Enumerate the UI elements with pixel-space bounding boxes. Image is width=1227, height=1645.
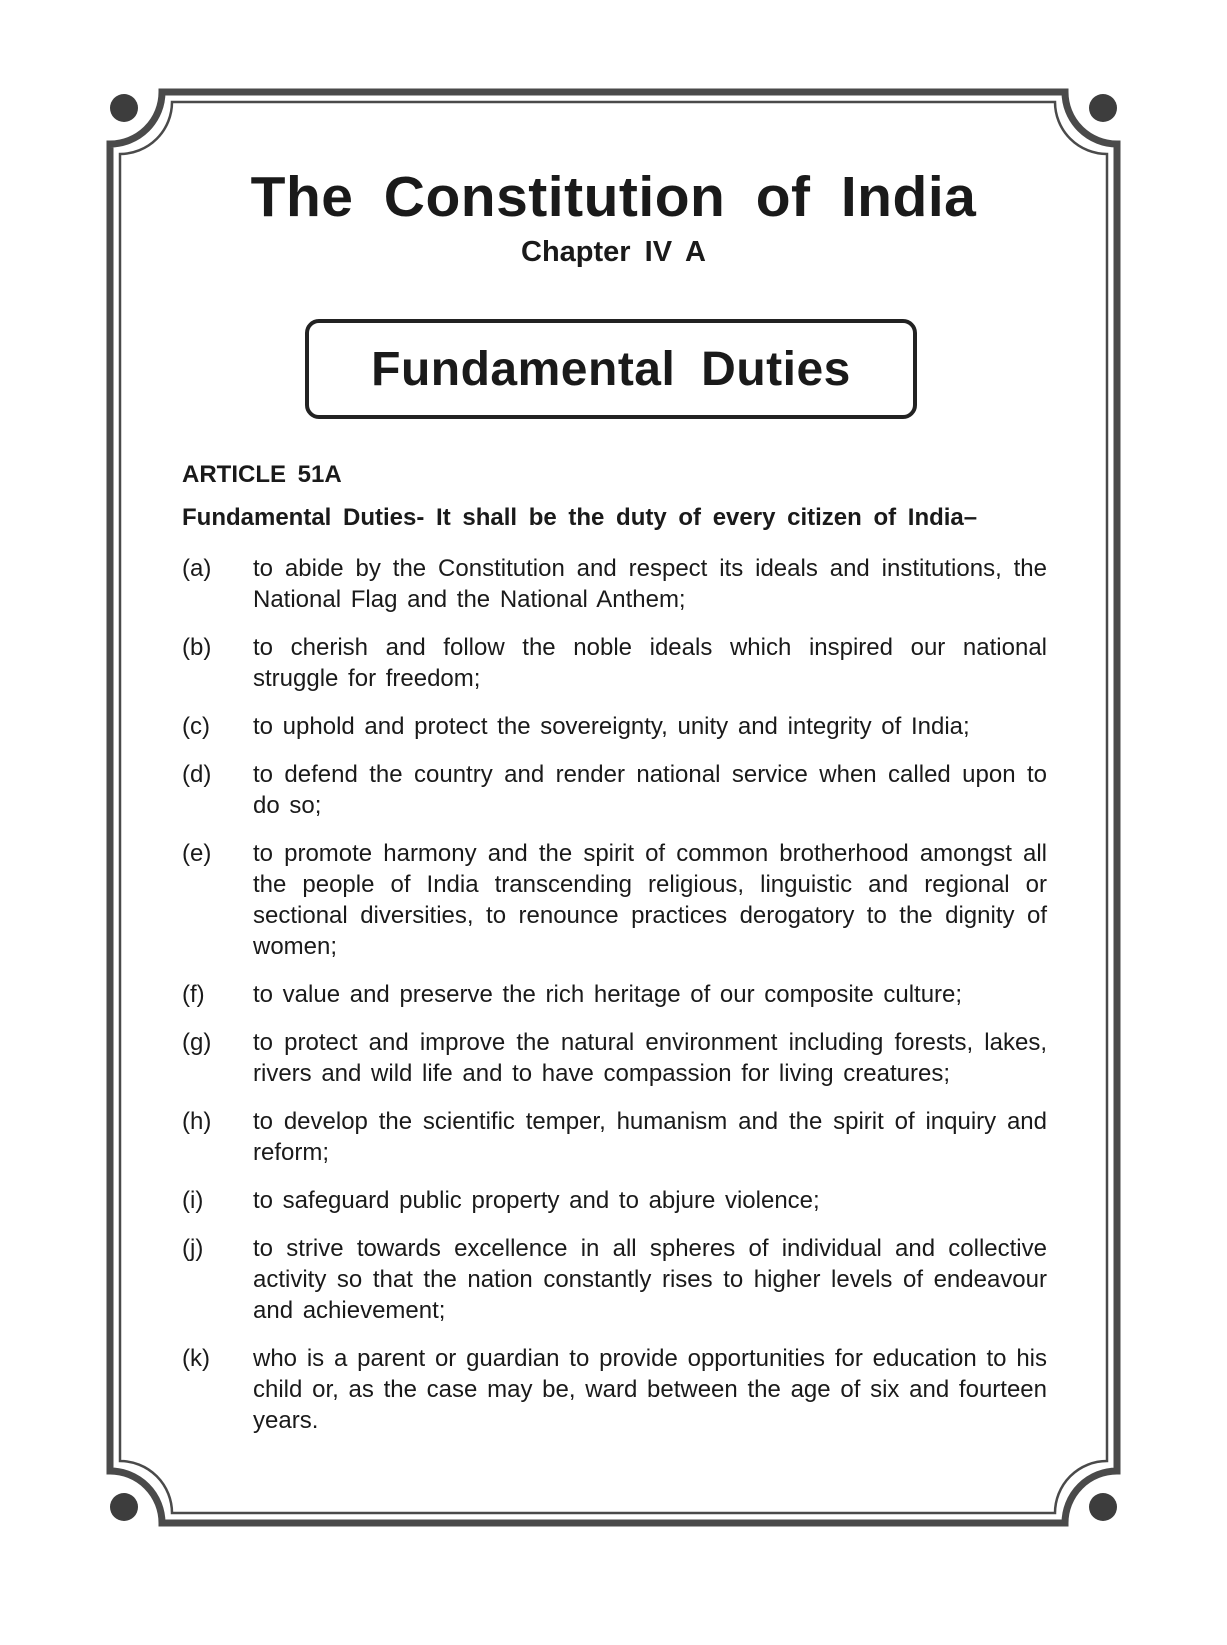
duty-text: to strive towards excellence in all spheres of individual and collective activity so that the nation constantly rises to higher levels of endeavour and achievement; (253, 1235, 1047, 1324)
article-number: ARTICLE 51A (182, 461, 342, 488)
list-item (182, 711, 1047, 742)
chapter-subtitle: Chapter IV A (521, 236, 706, 268)
duty-label: (a) (182, 555, 212, 582)
corner-dot-icon (110, 1493, 138, 1521)
corner-dot-icon (110, 94, 138, 122)
article-intro: Fundamental Duties- It shall be the duty of every citizen of India– (182, 504, 978, 531)
duty-text: to promote harmony and the spirit of common brotherhood amongst all the people of India transcending religious, linguistic and regional or sectional diversities, to renounce practices derogatory to the dignity of women; (253, 840, 1047, 960)
duty-label: (k) (182, 1345, 210, 1372)
list-item (182, 632, 1047, 694)
duty-label: (j) (182, 1235, 204, 1262)
duty-label: (f) (182, 981, 205, 1008)
list-item (182, 1185, 1047, 1216)
duty-text: to defend the country and render national service when called upon to do so; (253, 761, 1047, 819)
corner-dot-icon (1089, 1493, 1117, 1521)
duty-text: to uphold and protect the sovereignty, unity and integrity of India; (253, 713, 970, 740)
list-item (182, 1027, 1047, 1089)
duty-label: (g) (182, 1029, 212, 1056)
list-item (182, 838, 1047, 962)
duty-text: to abide by the Constitution and respect its ideals and institutions, the National Flag and the National Anthem; (253, 555, 1047, 613)
heading-box (305, 319, 917, 419)
duty-label: (d) (182, 761, 212, 788)
list-item (182, 1106, 1047, 1168)
list-item (182, 979, 1047, 1010)
duty-label: (h) (182, 1108, 212, 1135)
page-title: The Constitution of India (250, 165, 977, 229)
duties-list (182, 553, 1047, 1453)
list-item (182, 759, 1047, 821)
duty-label: (e) (182, 840, 212, 867)
list-item (182, 1343, 1047, 1436)
duty-label: (c) (182, 713, 210, 740)
duty-text: to cherish and follow the noble ideals which inspired our national struggle for freedom; (253, 634, 1047, 692)
section-heading: Fundamental Duties (371, 342, 851, 396)
duty-label: (b) (182, 634, 212, 661)
duty-text: to protect and improve the natural environment including forests, lakes, rivers and wild life and to have compassion for living creatures; (253, 1029, 1047, 1087)
duty-label: (i) (182, 1187, 204, 1214)
list-item (182, 1233, 1047, 1326)
duty-text: to develop the scientific temper, humanism and the spirit of inquiry and reform; (253, 1108, 1047, 1166)
duty-text: to safeguard public property and to abjure violence; (253, 1187, 820, 1214)
duty-text: to value and preserve the rich heritage of our composite culture; (253, 981, 963, 1008)
duty-text: who is a parent or guardian to provide opportunities for education to his child or, as the case may be, ward between the age of six and fourteen years. (253, 1345, 1047, 1434)
corner-dot-icon (1089, 94, 1117, 122)
list-item (182, 553, 1047, 615)
